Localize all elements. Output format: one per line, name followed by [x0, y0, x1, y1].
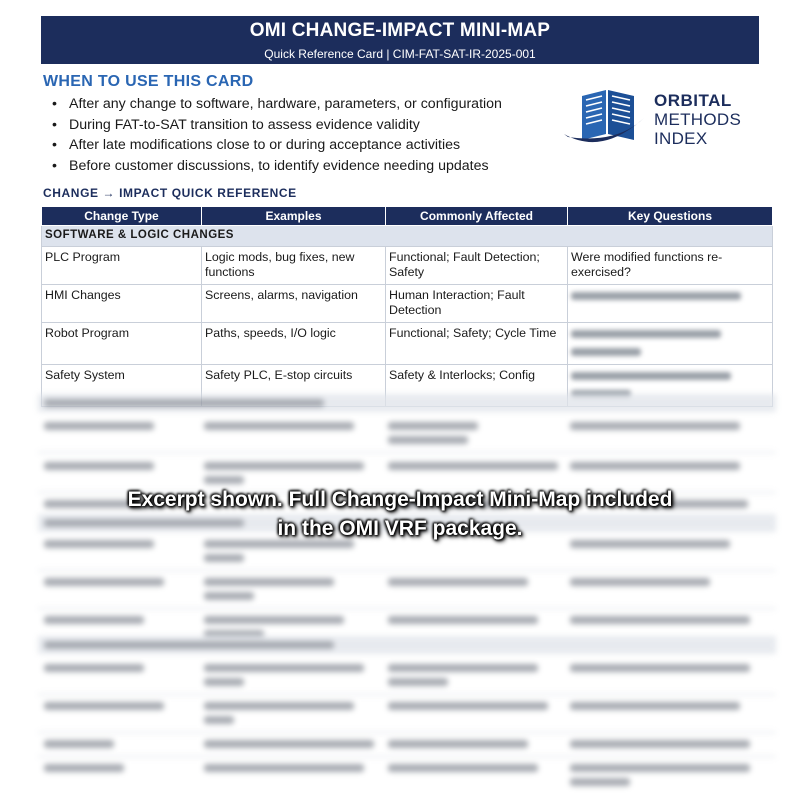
column-header: Key Questions — [568, 207, 773, 226]
card-header — [41, 16, 759, 64]
change-impact-table — [41, 206, 773, 407]
logo-line-3: INDEX — [654, 129, 708, 148]
table-cell: HMI Changes — [42, 284, 202, 322]
group-label: SOFTWARE & LOGIC CHANGES — [42, 226, 773, 247]
list-item: • During FAT-to-SAT transition to assess evidence validity — [52, 115, 502, 136]
blurred-table-excerpt — [38, 386, 776, 794]
table-cell: Were modified functions re-exercised? — [568, 246, 773, 284]
card-subtitle: Quick Reference Card | CIM-FAT-SAT-IR-2025-001 — [264, 47, 536, 61]
blurred-group-row — [38, 394, 776, 412]
overlay-line-1: Excerpt shown. Full Change-Impact Mini-Map included — [127, 488, 673, 511]
table-header-row — [42, 207, 773, 226]
blurred-row — [38, 694, 776, 732]
table-cell: Functional; Fault Detection; Safety — [386, 246, 568, 284]
table-cell: Robot Program — [42, 322, 202, 364]
bullet-icon: • — [52, 96, 57, 112]
table-cell: Functional; Safety; Cycle Time — [386, 322, 568, 364]
bullet-icon: • — [52, 157, 57, 174]
table-row — [42, 284, 773, 322]
card-title: OMI CHANGE-IMPACT MINI-MAP — [249, 20, 551, 41]
table-cell: Human Interaction; Fault Detection — [386, 284, 568, 322]
table-cell: Logic mods, bug fixes, new functions — [202, 246, 386, 284]
when-to-use-list — [52, 94, 502, 176]
logo-line-2: METHODS — [654, 110, 742, 129]
bullet-icon: • — [52, 137, 57, 153]
column-header: Examples — [202, 207, 386, 226]
table-cell-blurred — [568, 322, 773, 364]
table-cell: Safety PLC, E-stop circuits — [202, 364, 386, 406]
blurred-row — [38, 570, 776, 608]
when-to-use-title: WHEN TO USE THIS CARD — [43, 73, 254, 90]
blurred-row — [38, 414, 776, 452]
column-header: Change Type — [42, 207, 202, 226]
overlay-line-2: in the OMI VRF package. — [277, 517, 523, 540]
reference-title: CHANGE → IMPACT QUICK REFERENCE — [43, 186, 297, 200]
table-cell: PLC Program — [42, 246, 202, 284]
blurred-row — [38, 656, 776, 694]
list-item: • After late modifications close to or during acceptance activities — [52, 135, 502, 156]
excerpt-overlay-notice — [0, 485, 800, 543]
logo-line-1: ORBITAL — [654, 91, 732, 110]
table-cell: Safety System — [42, 364, 202, 406]
table-cell: Screens, alarms, navigation — [202, 284, 386, 322]
blurred-group-row — [38, 636, 776, 654]
list-item: • After any change to software, hardware, parameters, or configuration — [52, 94, 502, 115]
group-row — [42, 226, 773, 247]
blurred-row — [38, 756, 776, 794]
bullet-icon: • — [52, 116, 57, 133]
table-cell: Safety & Interlocks; Config — [386, 364, 568, 406]
book-icon — [582, 90, 634, 140]
table-cell-blurred — [568, 284, 773, 322]
list-item: • Before customer discussions, to identify evidence needing updates — [52, 156, 502, 177]
table-cell: Paths, speeds, I/O logic — [202, 322, 386, 364]
table-row — [42, 322, 773, 364]
logo-text — [654, 91, 741, 148]
table-row — [42, 246, 773, 284]
column-header: Commonly Affected — [386, 207, 568, 226]
